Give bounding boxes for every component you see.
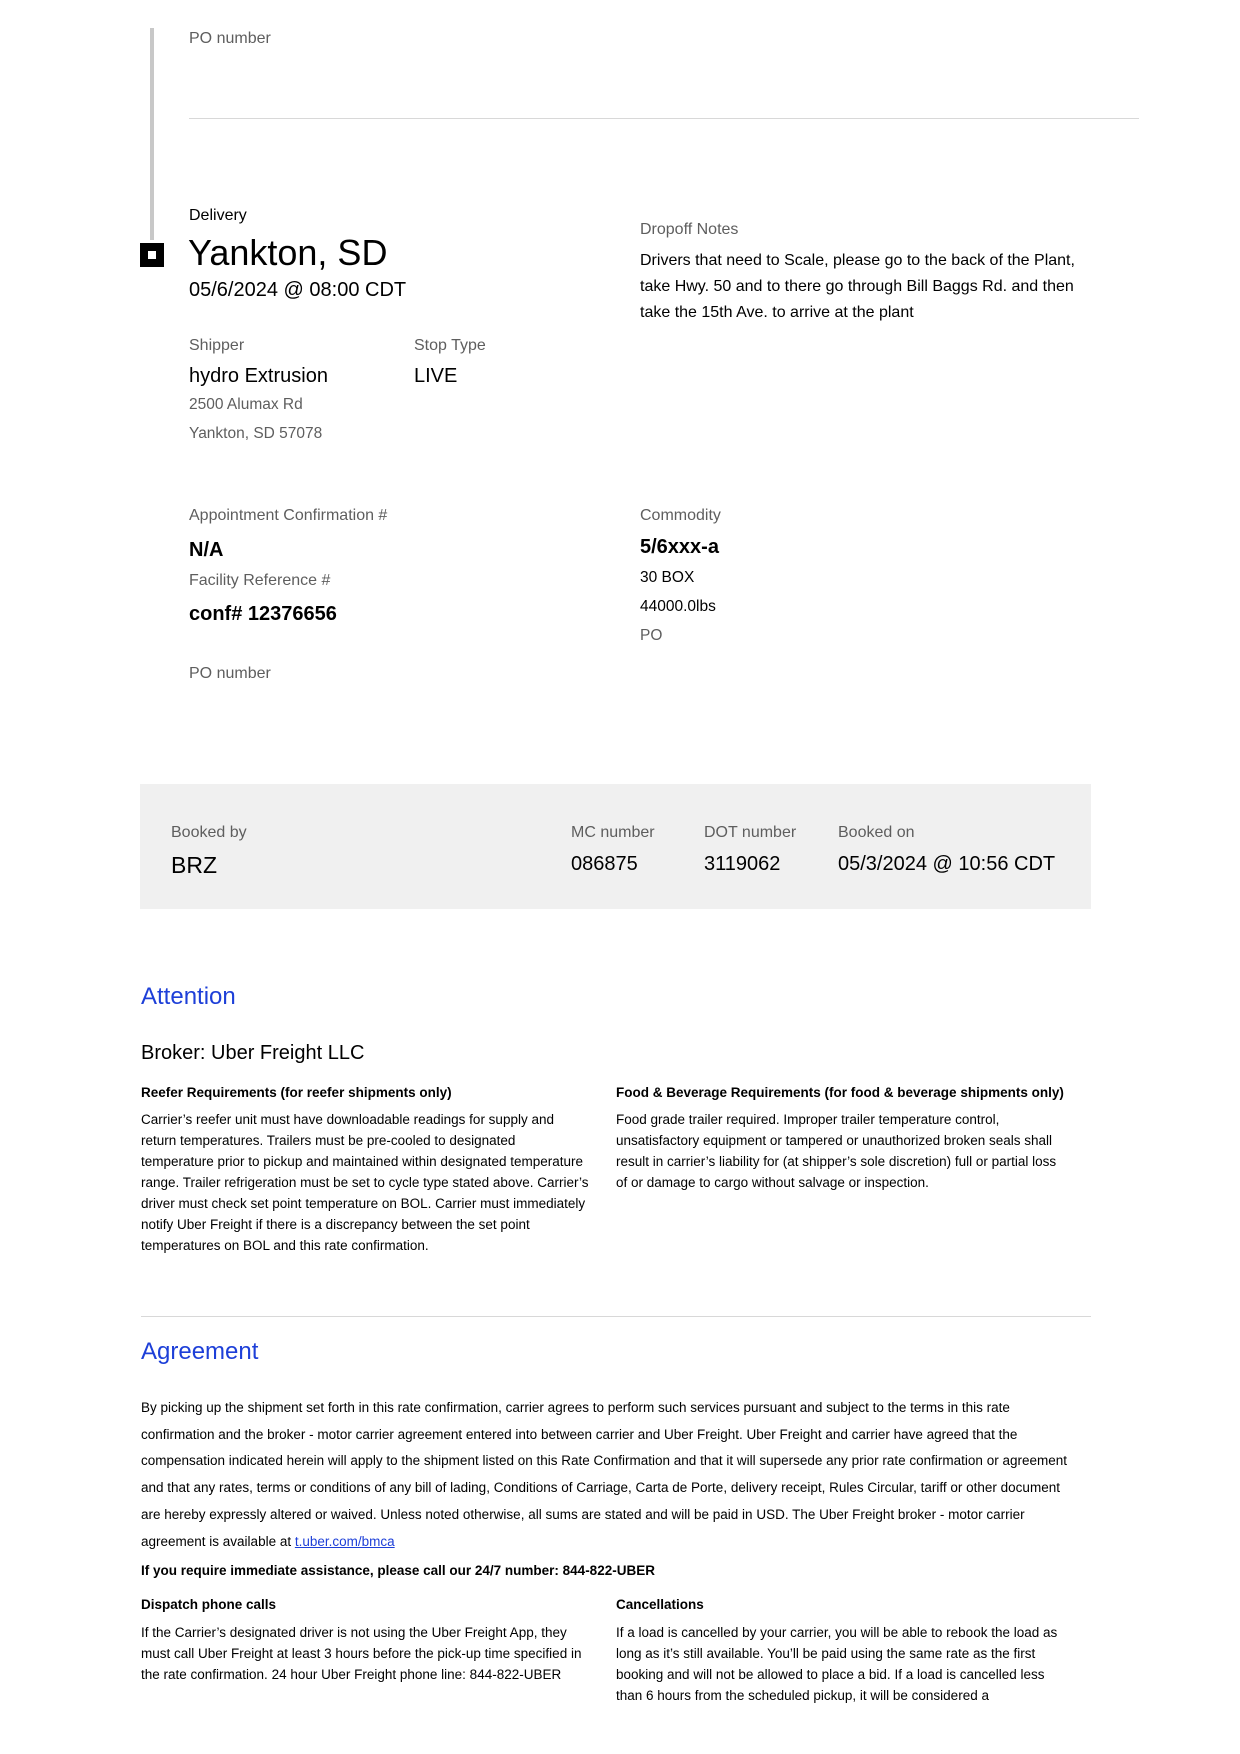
top-po-divider xyxy=(189,118,1139,119)
facility-reference-value: conf# 12376656 xyxy=(189,603,337,625)
delivery-po-label: PO number xyxy=(189,665,271,682)
commodity-weight: 44000.0lbs xyxy=(640,598,716,615)
booked-by-value: BRZ xyxy=(171,852,217,878)
timeline-line xyxy=(150,28,154,240)
agreement-heading: Agreement xyxy=(141,1338,259,1365)
stop-marker-icon xyxy=(140,243,164,267)
agreement-text: By picking up the shipment set forth in this rate confirmation, carrier agrees to perform such services pursuant and subject to the terms in this rate confirmation and the broker - motor carrier agreement entered into between carrier and Uber Freight. Uber Freight and carrier have agreed that the compensation indicated herein will apply to the shipment listed on this Rate Confirmation and that it will supersede any prior rate confirmation or agreement and that any rates, terms or conditions of any bill of lading, Conditions of Carriage, Carta de Porte, delivery receipt, Rules Circular, tariff or other document are hereby expressly altered or waived. Unless noted otherwise, all sums are stated and will be paid in USD. The Uber Freight broker - motor carrier agreement is available at xyxy=(141,1400,1067,1549)
dropoff-notes-text: Drivers that need to Scale, please go to the back of the Plant, take Hwy. 50 and to there go through Bill Baggs Rd. and then take the 15th Ave. to arrive at the plant xyxy=(640,252,1075,321)
food-beverage-requirements-title: Food & Beverage Requirements (for food & beverage shipments only) xyxy=(616,1085,1064,1100)
assistance-text: If you require immediate assistance, please call our 24/7 number: 844-822-UBER xyxy=(141,1563,655,1578)
commodity-label: Commodity xyxy=(640,507,721,524)
appointment-confirmation-label: Appointment Confirmation # xyxy=(189,507,388,524)
delivery-datetime: 05/6/2024 @ 08:00 CDT xyxy=(189,279,407,301)
delivery-section-label: Delivery xyxy=(189,207,247,224)
facility-reference-label: Facility Reference # xyxy=(189,572,331,589)
cancellations-text: If a load is cancelled by your carrier, you will be able to rebook the load as long as it’s still available. You’ll be paid using the same rate as the first booking and will not be allowed to place a bid. If a load is cancelled less than 6 hours from the scheduled pickup, it will be considered a xyxy=(616,1625,1058,1703)
booked-by-label: Booked by xyxy=(171,824,247,841)
agreement-text-block xyxy=(141,1395,1081,1555)
shipper-label: Shipper xyxy=(189,337,245,354)
mc-number-label: MC number xyxy=(571,824,655,841)
booked-on-label: Booked on xyxy=(838,824,915,841)
reefer-requirements-text: Carrier’s reefer unit must have downloadable readings for supply and return temperatures. Trailers must be pre-cooled to designated temperature prior to pickup and maintained within designated temperature range. Trailer refrigeration must be set to cycle type stated above. Carrier’s driver must check set point temperature on BOL. Carrier must immediately notify Uber Freight if there is a discrepancy between the set point temperatures on BOL and this rate confirmation. xyxy=(141,1112,589,1253)
delivery-city: Yankton, SD xyxy=(188,232,388,273)
booked-on-value: 05/3/2024 @ 10:56 CDT xyxy=(838,853,1056,875)
appointment-confirmation-value: N/A xyxy=(189,539,224,561)
stop-type-label: Stop Type xyxy=(414,337,486,354)
commodity-po: PO xyxy=(640,627,663,644)
bmca-link[interactable]: t.uber.com/bmca xyxy=(294,1533,395,1549)
dot-number-label: DOT number xyxy=(704,824,797,841)
commodity-name: 5/6xxx-a xyxy=(640,536,719,558)
cancellations-title: Cancellations xyxy=(616,1597,704,1612)
dispatch-text: If the Carrier’s designated driver is not using the Uber Freight App, they must call Uber Freight at least 3 hours before the pick-up time specified in the rate confirmation. 24 hour Uber Freight phone line: 844-822-UBER xyxy=(141,1625,582,1682)
dropoff-notes-label: Dropoff Notes xyxy=(640,221,739,238)
reefer-requirements-title: Reefer Requirements (for reefer shipments only) xyxy=(141,1085,452,1100)
commodity-quantity: 30 BOX xyxy=(640,569,695,586)
broker-name: Broker: Uber Freight LLC xyxy=(141,1042,365,1064)
stop-type-value: LIVE xyxy=(414,365,458,387)
shipper-address-line2: Yankton, SD 57078 xyxy=(189,425,323,442)
food-beverage-requirements-text: Food grade trailer required. Improper trailer temperature control, unsatisfactory equipment or tampered or unauthorized broken seals shall result in carrier’s liability for (at shipper’s sole discretion) full or partial loss of or damage to cargo without salvage or inspection. xyxy=(616,1112,1057,1190)
attention-divider xyxy=(141,1316,1091,1317)
attention-heading: Attention xyxy=(141,983,236,1010)
mc-number-value: 086875 xyxy=(571,853,638,875)
dot-number-value: 3119062 xyxy=(704,853,781,875)
shipper-name: hydro Extrusion xyxy=(189,365,328,387)
top-po-label: PO number xyxy=(189,30,271,47)
dispatch-title: Dispatch phone calls xyxy=(141,1597,277,1612)
booking-box xyxy=(140,784,1091,909)
shipper-address-line1: 2500 Alumax Rd xyxy=(189,396,303,413)
